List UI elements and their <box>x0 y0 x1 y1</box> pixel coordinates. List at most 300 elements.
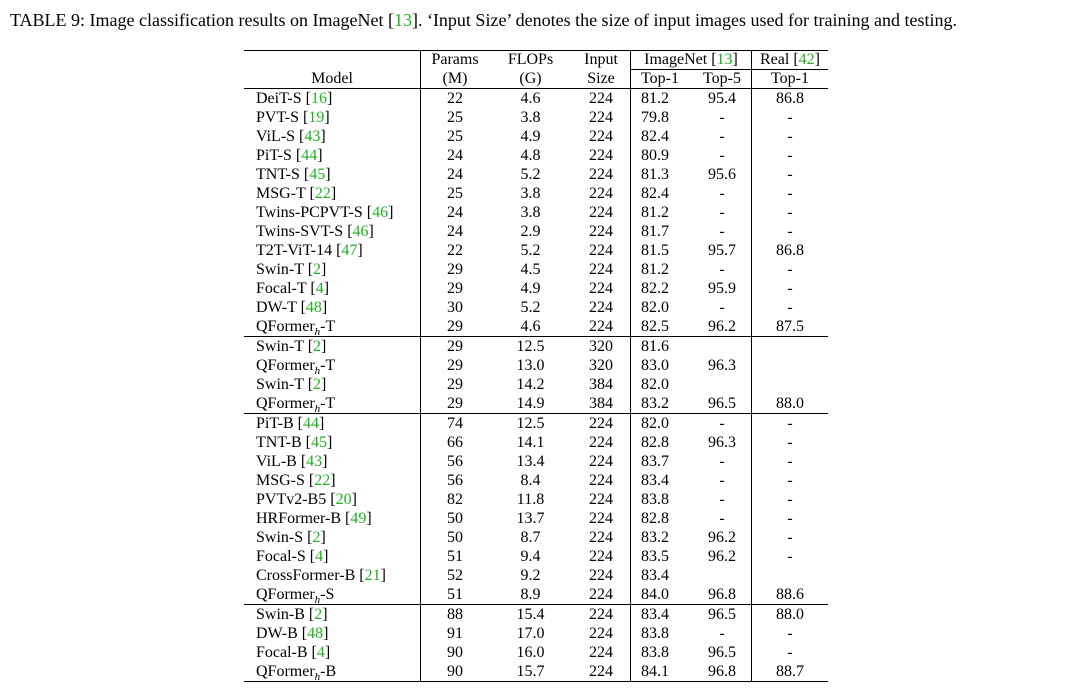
model-cell: CrossFormer-B [21] <box>256 567 386 584</box>
table-row <box>244 298 828 317</box>
imagenet-top5-cell: 95.7 <box>708 242 736 259</box>
table-row <box>244 279 828 298</box>
model-name: ViL-S <box>256 128 300 145</box>
imagenet-top5-cell: - <box>719 223 725 240</box>
real-top1-cell <box>752 375 829 394</box>
params-cell: 56 <box>421 471 490 490</box>
imagenet-top1-cell: 82.0 <box>631 414 694 434</box>
params-cell: 25 <box>421 184 490 203</box>
table-row <box>244 375 828 394</box>
imagenet-top5-cell: - <box>719 491 725 508</box>
real-top1-cell <box>752 356 829 375</box>
table-row <box>244 241 828 260</box>
imagenet-top5-cell: 96.5 <box>708 395 736 412</box>
citation-link[interactable]: 4 <box>315 548 324 565</box>
model-name: CrossFormer-B <box>256 567 360 584</box>
imagenet-top1-cell: 81.5 <box>631 241 694 260</box>
imagenet-top1-cell: 83.2 <box>631 528 694 547</box>
imagenet-top5-cell: 96.3 <box>708 357 736 374</box>
input-size-cell: 224 <box>589 491 613 508</box>
citation-link[interactable]: 2 <box>313 376 322 393</box>
table-row <box>244 605 828 625</box>
real-top1-cell: 88.6 <box>752 585 829 605</box>
model-cell: T2T-ViT-14 [47] <box>256 242 363 259</box>
imagenet-top5-cell: 95.9 <box>708 280 736 297</box>
real-top1-cell: 88.0 <box>752 605 829 625</box>
imagenet-top1-cell: 82.0 <box>631 298 694 317</box>
model-name: PiT-B <box>256 415 298 432</box>
model-name: ViL-B <box>256 453 301 470</box>
model-cell: Twins-PCPVT-S [46] <box>256 204 394 221</box>
params-cell: 29 <box>421 394 490 414</box>
model-name-subscript: h <box>314 594 321 607</box>
real-top1-cell: 86.8 <box>752 241 829 260</box>
real-top1-cell: - <box>752 165 829 184</box>
params-cell: 56 <box>421 452 490 471</box>
real-header <box>752 51 829 70</box>
model-name: QFormer <box>256 318 315 335</box>
table-row <box>244 89 828 109</box>
table-row <box>244 394 828 414</box>
model-name: MSG-S <box>256 472 309 489</box>
flops-cell: 4.9 <box>520 128 541 145</box>
imagenet-top5-cell <box>693 375 752 394</box>
model-name: QFormer <box>256 663 315 680</box>
real-top1-cell: 87.5 <box>752 317 829 337</box>
params-cell: 30 <box>421 298 490 317</box>
real-top1-cell: - <box>752 414 829 434</box>
imagenet-header <box>631 51 752 70</box>
flops-cell: 2.9 <box>520 223 541 240</box>
input-size-cell: 224 <box>589 299 613 316</box>
model-cell: PiT-S [44] <box>256 147 323 164</box>
flops-cell: 14.1 <box>516 434 545 451</box>
citation-link[interactable]: 2 <box>313 338 322 355</box>
model-name-subscript: h <box>314 365 321 378</box>
imagenet-top5-cell: - <box>719 472 725 489</box>
input-size-cell: 224 <box>589 204 613 221</box>
input-size-cell: 224 <box>589 242 613 259</box>
model-cell: HRFormer-B [49] <box>256 510 372 527</box>
real-top1-cell: 88.7 <box>752 662 829 682</box>
flops-cell: 14.2 <box>516 376 545 393</box>
citation-link[interactable]: 46 <box>352 223 369 240</box>
model-cell <box>244 662 421 682</box>
table-row <box>244 203 828 222</box>
real-top1-cell: - <box>752 509 829 528</box>
input-size-unit: Size <box>587 69 615 87</box>
flops-cell: 15.4 <box>489 605 572 625</box>
imagenet-top5-cell: - <box>719 625 725 642</box>
flops-cell: 4.9 <box>520 280 541 297</box>
real-top1-cell: - <box>752 184 829 203</box>
model-cell <box>244 585 421 605</box>
model-name: Focal-T <box>256 280 311 297</box>
model-name: Swin-T <box>256 338 308 355</box>
flops-cell: 4.6 <box>489 89 572 109</box>
model-cell <box>244 356 421 378</box>
flops-cell: 5.2 <box>520 299 541 316</box>
model-cell: DW-B [48] <box>256 625 329 642</box>
params-cell: 90 <box>421 662 490 682</box>
caption-prefix: TABLE 9: Image classification results on ImageNet [ <box>10 10 394 30</box>
params-cell: 24 <box>421 203 490 222</box>
real-top1-cell: - <box>752 260 829 279</box>
input-size-cell: 224 <box>589 586 613 603</box>
table-row <box>244 490 828 509</box>
model-name: PVT-S <box>256 109 303 126</box>
model-name: QFormer <box>256 395 315 412</box>
input-size-cell: 224 <box>589 261 613 278</box>
model-name: DeiT-S <box>256 90 306 107</box>
table-row <box>244 260 828 279</box>
imagenet-top1-cell: 83.2 <box>631 394 694 414</box>
citation-link[interactable]: 2 <box>313 261 322 278</box>
imagenet-top5-cell: - <box>719 510 725 527</box>
table-row <box>244 127 828 146</box>
input-size-cell: 224 <box>589 625 613 642</box>
flops-cell: 15.7 <box>489 662 572 682</box>
table-row <box>244 662 828 682</box>
params-cell: 24 <box>421 146 490 165</box>
params-cell: 24 <box>421 165 490 184</box>
input-size-cell: 224 <box>572 89 631 109</box>
params-cell: 29 <box>421 337 490 357</box>
model-name: TNT-B <box>256 434 306 451</box>
caption-citation-link[interactable]: 13 <box>393 10 412 30</box>
model-cell: Focal-T [4] <box>256 280 330 297</box>
citation-link[interactable]: 43 <box>306 453 323 470</box>
imagenet-top1-cell: 81.2 <box>631 260 694 279</box>
real-top1-cell: - <box>752 624 829 643</box>
flops-cell: 4.5 <box>520 261 541 278</box>
real-top1-cell <box>752 337 829 357</box>
input-size-cell: 224 <box>572 662 631 682</box>
flops-cell: 13.4 <box>516 453 545 470</box>
model-name: DW-B <box>256 625 302 642</box>
model-name-subscript: h <box>314 403 321 416</box>
model-name: T2T-ViT-14 <box>256 242 337 259</box>
imagenet-top1-cell: 83.5 <box>631 547 694 566</box>
flops-cell: 5.2 <box>520 242 541 259</box>
imagenet-top1-cell: 83.0 <box>631 356 694 375</box>
flops-cell: 3.8 <box>520 204 541 221</box>
flops-cell: 11.8 <box>516 491 545 508</box>
model-name: TNT-S <box>256 166 304 183</box>
flops-cell: 5.2 <box>520 166 541 183</box>
imagenet-top5-cell: - <box>719 185 725 202</box>
imagenet-top1-cell: 83.4 <box>631 605 694 625</box>
citation-link[interactable]: 48 <box>305 299 322 316</box>
model-cell <box>244 317 421 337</box>
imagenet-top1-cell: 83.8 <box>631 643 694 662</box>
table-row <box>244 317 828 337</box>
model-cell: Focal-S [4] <box>256 548 329 565</box>
citation-link[interactable]: 46 <box>372 204 389 221</box>
table-row <box>244 433 828 452</box>
imagenet-top1-cell: 82.4 <box>631 127 694 146</box>
model-header-spacer <box>244 51 421 70</box>
table-row <box>244 222 828 241</box>
model-cell: DeiT-S [16] <box>244 89 421 109</box>
model-name-suffix: -T <box>320 318 336 335</box>
real-top1-cell: - <box>752 452 829 471</box>
imagenet-top5-cell: - <box>693 414 752 434</box>
imagenet-top1-cell: 81.7 <box>631 222 694 241</box>
results-table <box>244 50 828 682</box>
params-cell: 90 <box>421 643 490 662</box>
imagenet-top5-cell: 95.6 <box>708 166 736 183</box>
imagenet-top5-cell: - <box>719 147 725 164</box>
real-header-label: Real [ <box>760 51 799 68</box>
model-header: Model <box>311 69 353 87</box>
table-row <box>244 146 828 165</box>
citation-link[interactable]: 44 <box>301 147 318 164</box>
imagenet-top5-cell: 96.8 <box>708 586 736 603</box>
imagenet-top5-cell: - <box>719 299 725 316</box>
params-cell: 50 <box>421 528 490 547</box>
model-cell: Swin-T [2] <box>256 376 327 393</box>
real-top1-cell: - <box>752 127 829 146</box>
citation-link[interactable]: 19 <box>308 109 325 126</box>
table-row <box>244 471 828 490</box>
citation-link[interactable]: 45 <box>309 166 326 183</box>
table-row <box>244 414 828 434</box>
citation-link[interactable]: 48 <box>307 625 324 642</box>
flops-cell: 16.0 <box>516 644 545 661</box>
model-name: DW-T <box>256 299 301 316</box>
real-top1-cell: - <box>752 471 829 490</box>
params-cell: 52 <box>421 566 490 585</box>
model-cell: PVT-S [19] <box>256 109 330 126</box>
imagenet-top1-cell: 81.2 <box>631 89 694 109</box>
flops-cell: 14.9 <box>516 395 545 412</box>
params-cell: 91 <box>421 624 490 643</box>
params-cell: 25 <box>421 127 490 146</box>
imagenet-citation-link[interactable]: 13 <box>716 51 733 68</box>
table-row <box>244 184 828 203</box>
imagenet-top5-cell <box>693 337 752 357</box>
real-top1-cell: - <box>752 298 829 317</box>
model-name: PiT-S <box>256 147 296 164</box>
table-row <box>244 337 828 357</box>
citation-link[interactable]: 20 <box>335 491 352 508</box>
citation-link[interactable]: 2 <box>312 529 321 546</box>
input-size-cell: 224 <box>572 605 631 625</box>
model-cell: ViL-B [43] <box>256 453 328 470</box>
params-cell: 51 <box>421 547 490 566</box>
caption-suffix: ]. ‘Input Size’ denotes the size of input images used for training and testing. <box>411 10 957 30</box>
table-row <box>244 585 828 605</box>
citation-link[interactable]: 49 <box>350 510 367 527</box>
model-cell: TNT-S [45] <box>256 166 331 183</box>
imagenet-top1-cell: 81.6 <box>631 337 694 357</box>
imagenet-top1-cell: 83.4 <box>631 566 694 585</box>
imagenet-top1-cell: 82.0 <box>631 375 694 394</box>
model-cell: MSG-T [22] <box>256 185 337 202</box>
params-cell: 29 <box>421 260 490 279</box>
input-size-cell: 224 <box>589 318 613 335</box>
table-row <box>244 547 828 566</box>
real-header-close: ] <box>814 51 820 68</box>
imagenet-top5-cell: 96.3 <box>708 434 736 451</box>
input-size-cell: 224 <box>589 109 613 126</box>
real-top1-cell: - <box>752 433 829 452</box>
input-size-cell: 224 <box>589 434 613 451</box>
params-cell: 29 <box>421 356 490 375</box>
params-cell: 66 <box>421 433 490 452</box>
citation-link[interactable]: 21 <box>364 567 381 584</box>
real-top1-cell: - <box>752 279 829 298</box>
table-row <box>244 356 828 375</box>
model-cell <box>244 394 421 414</box>
table-body <box>244 89 828 682</box>
input-size-cell: 224 <box>589 147 613 164</box>
params-cell: 29 <box>421 317 490 337</box>
model-name-suffix: -T <box>320 395 336 412</box>
flops-cell: 8.7 <box>520 529 541 546</box>
input-size-cell: 224 <box>589 128 613 145</box>
imagenet-header-close: ] <box>732 51 738 68</box>
imagenet-top5-cell: - <box>719 128 725 145</box>
input-size-cell: 224 <box>589 548 613 565</box>
real-top1-cell: 88.0 <box>752 394 829 414</box>
model-name: QFormer <box>256 357 315 374</box>
model-name: PVTv2-B5 <box>256 491 331 508</box>
citation-link[interactable]: 16 <box>310 90 327 107</box>
flops-cell: 17.0 <box>516 625 545 642</box>
imagenet-top5-cell: - <box>719 204 725 221</box>
imagenet-top5-cell: 96.2 <box>708 529 736 546</box>
model-name: Swin-T <box>256 376 308 393</box>
flops-cell: 9.4 <box>520 548 541 565</box>
citation-link[interactable]: 45 <box>310 434 327 451</box>
params-cell: 82 <box>421 490 490 509</box>
input-size-cell: 384 <box>589 376 613 393</box>
imagenet-top5-cell: - <box>719 109 725 126</box>
model-name: MSG-T <box>256 185 310 202</box>
table-row <box>244 108 828 127</box>
imagenet-top5-cell: 96.8 <box>693 662 752 682</box>
model-cell: Swin-B [2] <box>244 605 421 625</box>
model-name: Focal-B <box>256 644 312 661</box>
imagenet-top1-cell: 84.1 <box>631 662 694 682</box>
table-header <box>244 51 828 89</box>
table-row <box>244 452 828 471</box>
imagenet-top1-cell: 82.8 <box>631 433 694 452</box>
params-cell: 29 <box>421 375 490 394</box>
model-name-suffix: -B <box>320 663 337 680</box>
flops-cell: 3.8 <box>520 109 541 126</box>
imagenet-top1-cell: 83.8 <box>631 490 694 509</box>
imagenet-top5-cell: 96.5 <box>708 644 736 661</box>
flops-cell: 4.8 <box>520 147 541 164</box>
flops-cell: 4.6 <box>520 318 541 335</box>
real-top1-cell: - <box>752 528 829 547</box>
citation-link[interactable]: 22 <box>314 185 331 202</box>
input-size-cell: 224 <box>589 472 613 489</box>
model-cell: MSG-S [22] <box>256 472 336 489</box>
flops-cell: 13.7 <box>516 510 545 527</box>
table-row <box>244 643 828 662</box>
flops-header: FLOPs <box>489 51 572 70</box>
imagenet-top5-cell <box>693 566 752 585</box>
imagenet-top1-cell: 82.8 <box>631 509 694 528</box>
real-top1-cell: - <box>752 146 829 165</box>
model-cell: PiT-B [44] <box>244 414 421 434</box>
imagenet-top1-cell: 81.2 <box>631 203 694 222</box>
top5-header: Top-5 <box>703 70 741 87</box>
citation-link[interactable]: 47 <box>341 242 358 259</box>
input-size-cell: 224 <box>589 280 613 297</box>
input-size-cell: 224 <box>589 567 613 584</box>
citation-link[interactable]: 2 <box>314 606 323 623</box>
imagenet-top1-cell: 83.4 <box>631 471 694 490</box>
flops-cell: 8.9 <box>520 586 541 603</box>
citation-link[interactable]: 22 <box>314 472 331 489</box>
imagenet-top5-cell: - <box>719 453 725 470</box>
real-top1-cell: - <box>752 547 829 566</box>
input-size-cell: 224 <box>589 223 613 240</box>
citation-link[interactable]: 4 <box>315 280 324 297</box>
params-cell: 22 <box>421 241 490 260</box>
input-size-cell: 224 <box>589 510 613 527</box>
input-size-cell: 224 <box>572 414 631 434</box>
real-top1-cell: - <box>752 222 829 241</box>
flops-cell: 9.2 <box>520 567 541 584</box>
table-row <box>244 528 828 547</box>
input-size-cell: 224 <box>589 453 613 470</box>
model-cell: Twins-SVT-S [46] <box>256 223 374 240</box>
citation-link[interactable]: 43 <box>304 128 321 145</box>
real-top1-cell: - <box>752 203 829 222</box>
params-unit: (M) <box>421 70 490 89</box>
params-cell: 51 <box>421 585 490 605</box>
imagenet-top1-cell: 79.8 <box>631 108 694 127</box>
params-cell: 25 <box>421 108 490 127</box>
model-name-subscript: h <box>314 671 321 684</box>
citation-link[interactable]: 44 <box>302 415 319 432</box>
table-row <box>244 566 828 585</box>
top1-header: Top-1 <box>631 70 694 89</box>
model-cell: Focal-B [4] <box>256 644 331 661</box>
model-name: Focal-S <box>256 548 310 565</box>
real-top1-header: Top-1 <box>752 70 829 89</box>
real-top1-cell <box>752 566 829 585</box>
real-citation-link[interactable]: 42 <box>798 51 815 68</box>
model-cell: Swin-T [2] <box>256 261 327 278</box>
imagenet-top1-cell: 83.7 <box>631 452 694 471</box>
model-name: Twins-SVT-S <box>256 223 348 240</box>
table-row <box>244 509 828 528</box>
model-cell: TNT-B [45] <box>256 434 333 451</box>
model-cell: PVTv2-B5 [20] <box>256 491 357 508</box>
imagenet-top1-cell: 81.3 <box>631 165 694 184</box>
model-cell: ViL-S [43] <box>256 128 326 145</box>
flops-cell: 8.4 <box>520 472 541 489</box>
citation-link[interactable]: 4 <box>316 644 325 661</box>
real-top1-cell: - <box>752 490 829 509</box>
params-cell: 74 <box>421 414 490 434</box>
model-name: Swin-S <box>256 529 308 546</box>
model-name-subscript: h <box>314 326 321 339</box>
model-name: Swin-B <box>256 606 309 623</box>
table-caption <box>10 9 1078 31</box>
model-cell: Swin-T [2] <box>244 337 421 357</box>
model-name: QFormer <box>256 586 315 603</box>
table-row <box>244 624 828 643</box>
input-size-header: Input <box>572 51 631 70</box>
